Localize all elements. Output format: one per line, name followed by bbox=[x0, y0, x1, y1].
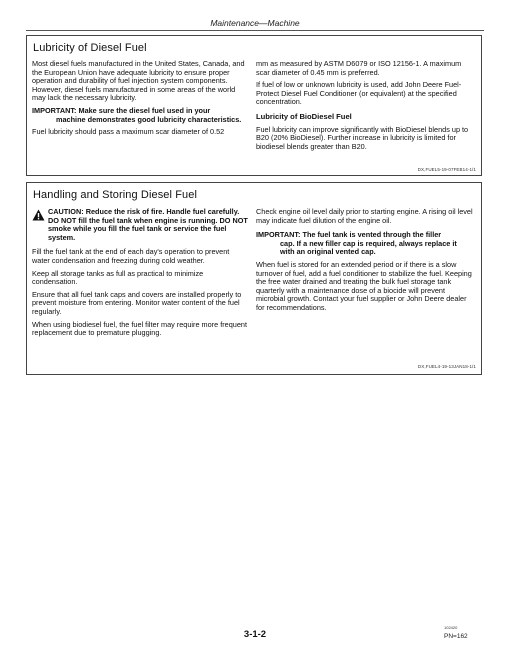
right-column bbox=[256, 60, 473, 155]
important-notice bbox=[256, 231, 473, 257]
important-text-rest: cap. If a new filler cap is required, always replace it with an original vented cap. bbox=[280, 238, 457, 257]
important-label: IMPORTANT: bbox=[32, 105, 77, 115]
important-text-rest: machine demonstrates good lubricity characteristics. bbox=[56, 114, 242, 124]
important-notice bbox=[32, 107, 249, 124]
paragraph: If fuel of low or unknown lubricity is used, add John Deere Fuel-Protect Diesel Fuel Conditioner (or equivalent) at the specified concentration. bbox=[256, 80, 462, 107]
paragraph: Fill the fuel tank at the end of each day's operation to prevent water condensation and freezing during cold weather. bbox=[32, 247, 230, 265]
paragraph: Ensure that all fuel tank caps and covers are installed properly to prevent moisture from entering. Monitor water content of the fuel regularly. bbox=[32, 289, 242, 316]
running-header: Maintenance—Machine bbox=[210, 18, 300, 28]
important-text: Make sure the diesel fuel used in your bbox=[78, 105, 211, 115]
caution-label: CAUTION: bbox=[48, 207, 84, 216]
left-column bbox=[32, 208, 249, 342]
pn-number: PN=162 bbox=[444, 633, 468, 640]
paragraph: When using biodiesel fuel, the fuel filter may require more frequent replacement due to premature plugging. bbox=[32, 319, 247, 338]
section-lubricity bbox=[26, 35, 482, 176]
section-title: Lubricity of Diesel Fuel bbox=[33, 42, 147, 54]
subheading: Lubricity of BioDiesel Fuel bbox=[256, 111, 352, 121]
left-column bbox=[32, 60, 249, 141]
paragraph: When fuel is stored for an extended period or if there is a slow turnover of fuel, add a fuel conditioner to stabilize the fuel. Keeping the free water drained and treating the bulk fuel storage tank quarterly with a maintenance dose of a biocide will prevent microbial growth. Contact your fuel supplier or John Deere dealer for recommendations. bbox=[256, 259, 472, 312]
paragraph: Keep all storage tanks as full as practical to minimize condensation. bbox=[32, 268, 204, 287]
paragraph: Fuel lubricity should pass a maximum scar diameter of 0.52 bbox=[32, 127, 225, 137]
warning-triangle-icon bbox=[32, 209, 45, 221]
paragraph: Most diesel fuels manufactured in the United States, Canada, and the European Union have adequate lubricity to ensure proper operation and durability of fuel injection system components. However, diesel fuels manufactured in some areas of the world may lack the necessary lubricity. bbox=[32, 59, 245, 103]
reference-code: DX,FUEL5-19-07FEB14-1/1 bbox=[417, 167, 476, 172]
header-rule bbox=[26, 30, 484, 31]
caution-text: Reduce the risk of fire. Handle fuel carefully. DO NOT fill the fuel tank when engine is running. DO NOT smoke while you fill the fuel tank or service the fuel system. bbox=[48, 207, 248, 242]
right-column bbox=[256, 208, 473, 317]
important-text: The fuel tank is vented through the filler bbox=[302, 230, 442, 240]
section-handling-storing bbox=[26, 182, 482, 375]
section-title: Handling and Storing Diesel Fuel bbox=[33, 189, 198, 201]
page-number: 3-1-2 bbox=[243, 629, 267, 640]
paragraph: Fuel lubricity can improve significantly with BioDiesel blends up to B20 (20% BioDiesel). Further increase in lubricity is limited for biodiesel blends greater than B20. bbox=[256, 124, 469, 151]
footer-code: 102420 bbox=[444, 625, 458, 630]
caution-notice bbox=[32, 208, 249, 242]
reference-code: DX,FUEL4-19-13JAN18-1/1 bbox=[417, 364, 476, 369]
paragraph: mm as measured by ASTM D6079 or ISO 12156-1. A maximum scar diameter of 0.45 mm is preferred. bbox=[256, 59, 462, 77]
paragraph: Check engine oil level daily prior to starting engine. A rising oil level may indicate fuel dilution of the engine oil. bbox=[256, 207, 473, 225]
important-label: IMPORTANT: bbox=[256, 230, 301, 240]
